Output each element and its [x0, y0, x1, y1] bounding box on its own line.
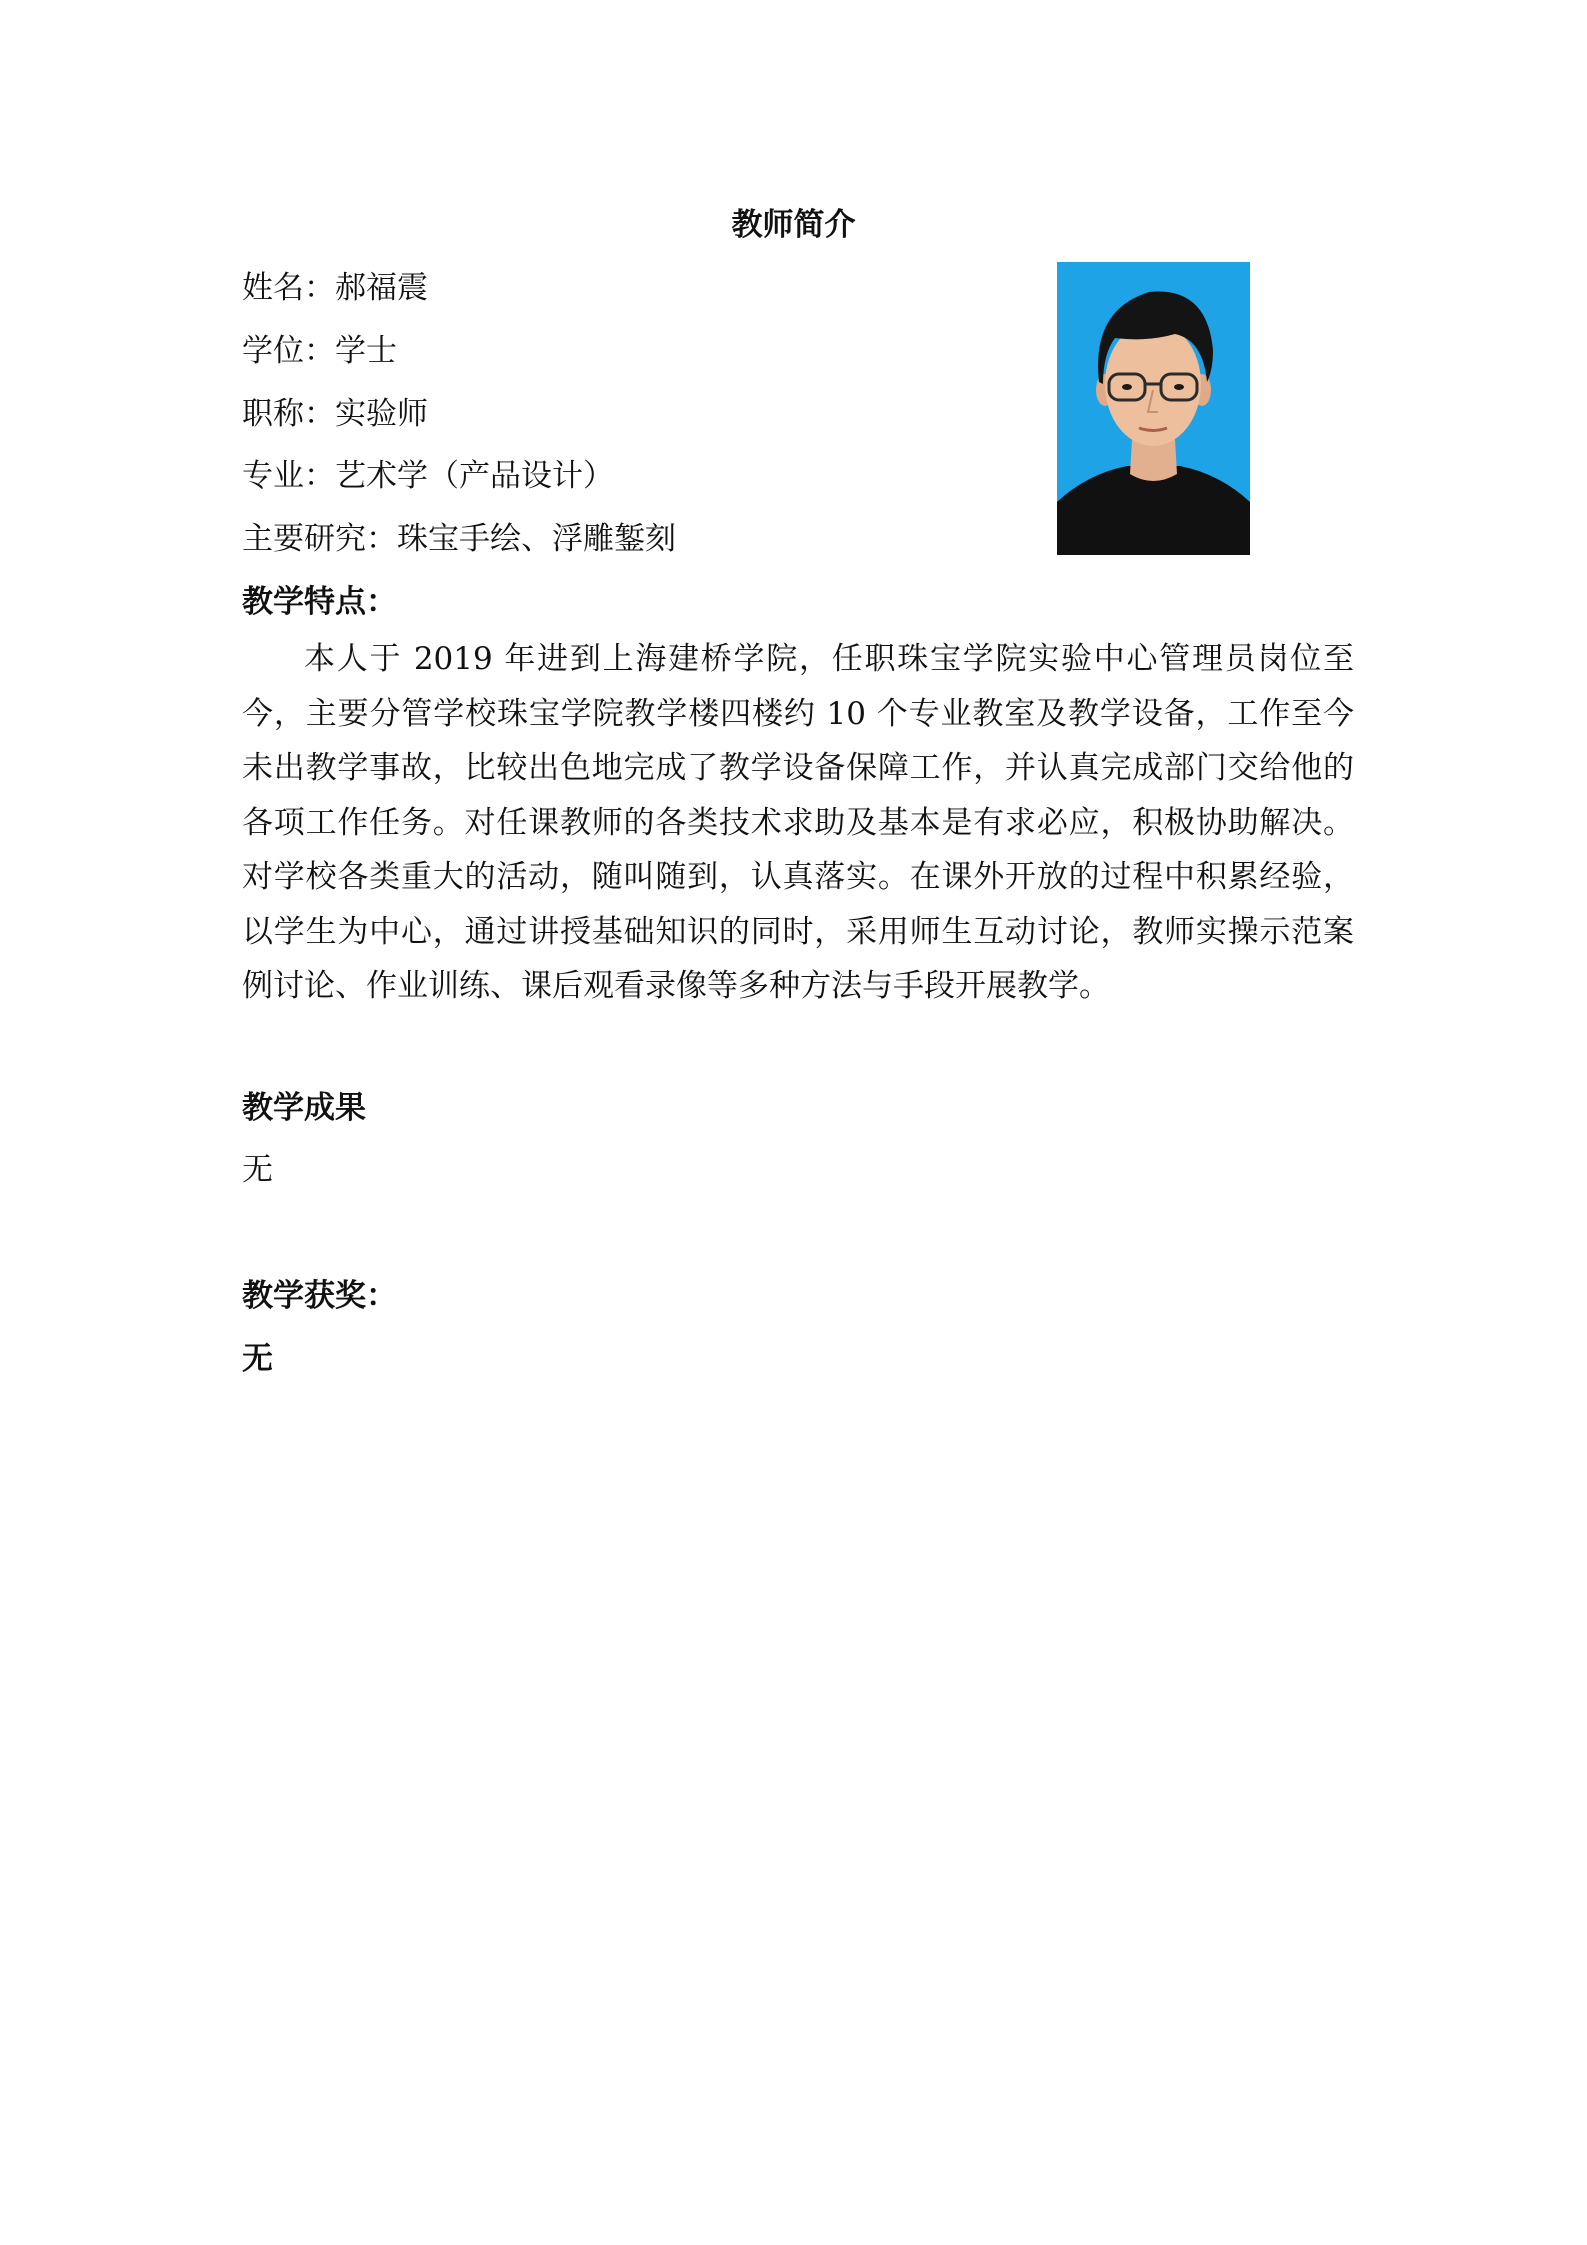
info-rank: 职称：实验师 [242, 396, 428, 432]
info-major: 专业：艺术学（产品设计） [242, 458, 614, 494]
achievements-heading: 教学成果 [242, 1090, 366, 1126]
achievements-value: 无 [242, 1152, 273, 1188]
awards-value: 无 [242, 1341, 273, 1377]
portrait-photo [1057, 262, 1250, 555]
info-degree: 学位：学士 [242, 333, 397, 369]
info-name: 姓名：郝福震 [242, 270, 428, 306]
teaching-features-text: 本人于 2019 年进到上海建桥学院，任职珠宝学院实验中心管理员岗位至今，主要分管学校珠宝学院教学楼四楼约 10 个专业教室及教学设备，工作至今未出教学事故，比较出色地完成了教学设备保障工作，并认真完成部门交给他的各项工作任务。对任课教师的各类技术求助及基本是有求必应，积极协助解决。对学校各类重大的活动，随叫随到，认真落实。在课外开放的过程中积累经验，以学生为中心，通过讲授基础知识的同时，采用师生互动讨论，教师实操示范案例讨论、作业训练、课后观看录像等多种方法与手段开展教学。 [242, 641, 1354, 1004]
info-research: 主要研究：珠宝手绘、浮雕錾刻 [242, 521, 676, 557]
portrait-illustration [1057, 262, 1250, 555]
teaching-features-heading: 教学特点： [242, 584, 397, 620]
document-title: 教师简介 [731, 207, 856, 243]
awards-heading: 教学获奖： [242, 1278, 397, 1314]
